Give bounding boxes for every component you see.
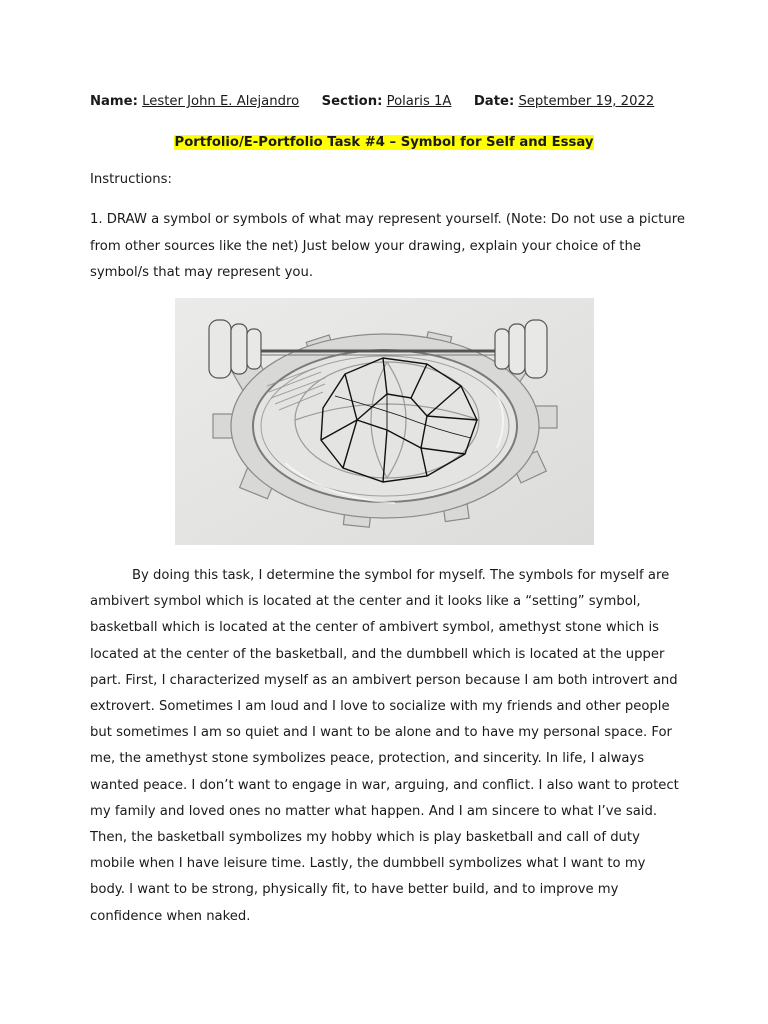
- name-label: Name:: [90, 94, 138, 109]
- symbol-drawing: [175, 298, 594, 545]
- date-value: September 19, 2022: [518, 94, 655, 109]
- task-title: Portfolio/E-Portfolio Task #4 – Symbol for Self and Essay: [174, 135, 594, 150]
- date-label: Date:: [473, 94, 515, 109]
- instructions-label: Instructions:: [90, 172, 172, 187]
- essay-paragraph: [90, 563, 684, 930]
- instruction-step-1: 1. DRAW a symbol or symbols of what may represent yourself. (Note: Do not use a picture from other sources like the net) Just below your drawing, explain your choice of the symbol/s that may represent you.: [90, 212, 685, 280]
- student-info-line: [90, 92, 710, 112]
- section-value: Polaris 1A: [386, 94, 452, 109]
- section-label: Section:: [321, 94, 383, 109]
- essay-text: By doing this task, I determine the symbol for myself. The symbols for myself are ambivert symbol which is located at the center and it looks like a “setting” symbol, basketball which is located at the center of ambivert symbol, amethyst stone which is located at the center of the basketball, and the dumbbell which is located at the upper part. First, I characterized myself as an ambivert person because I am both introvert and extrovert. Sometimes I am loud and I love to socialize with my friends and other people but sometimes I am so quiet and I want to be alone and to have my personal space. For me, the amethyst stone symbolizes peace, protection, and sincerity. In life, I always wanted peace. I don’t want to engage in war, arguing, and conflict. I also want to protect my family and loved ones no matter what happen. And I am sincere to what I’ve said. Then, the basketball symbolizes my hobby which is play basketball and call of duty mobile when I have leisure time. Lastly, the dumbbell symbolizes what I want to my body. I want to be strong, physically fit, to have better build, and to improve my confidence when naked.: [90, 568, 679, 924]
- title-row: [0, 131, 768, 152]
- name-value: Lester John E. Alejandro: [142, 94, 300, 109]
